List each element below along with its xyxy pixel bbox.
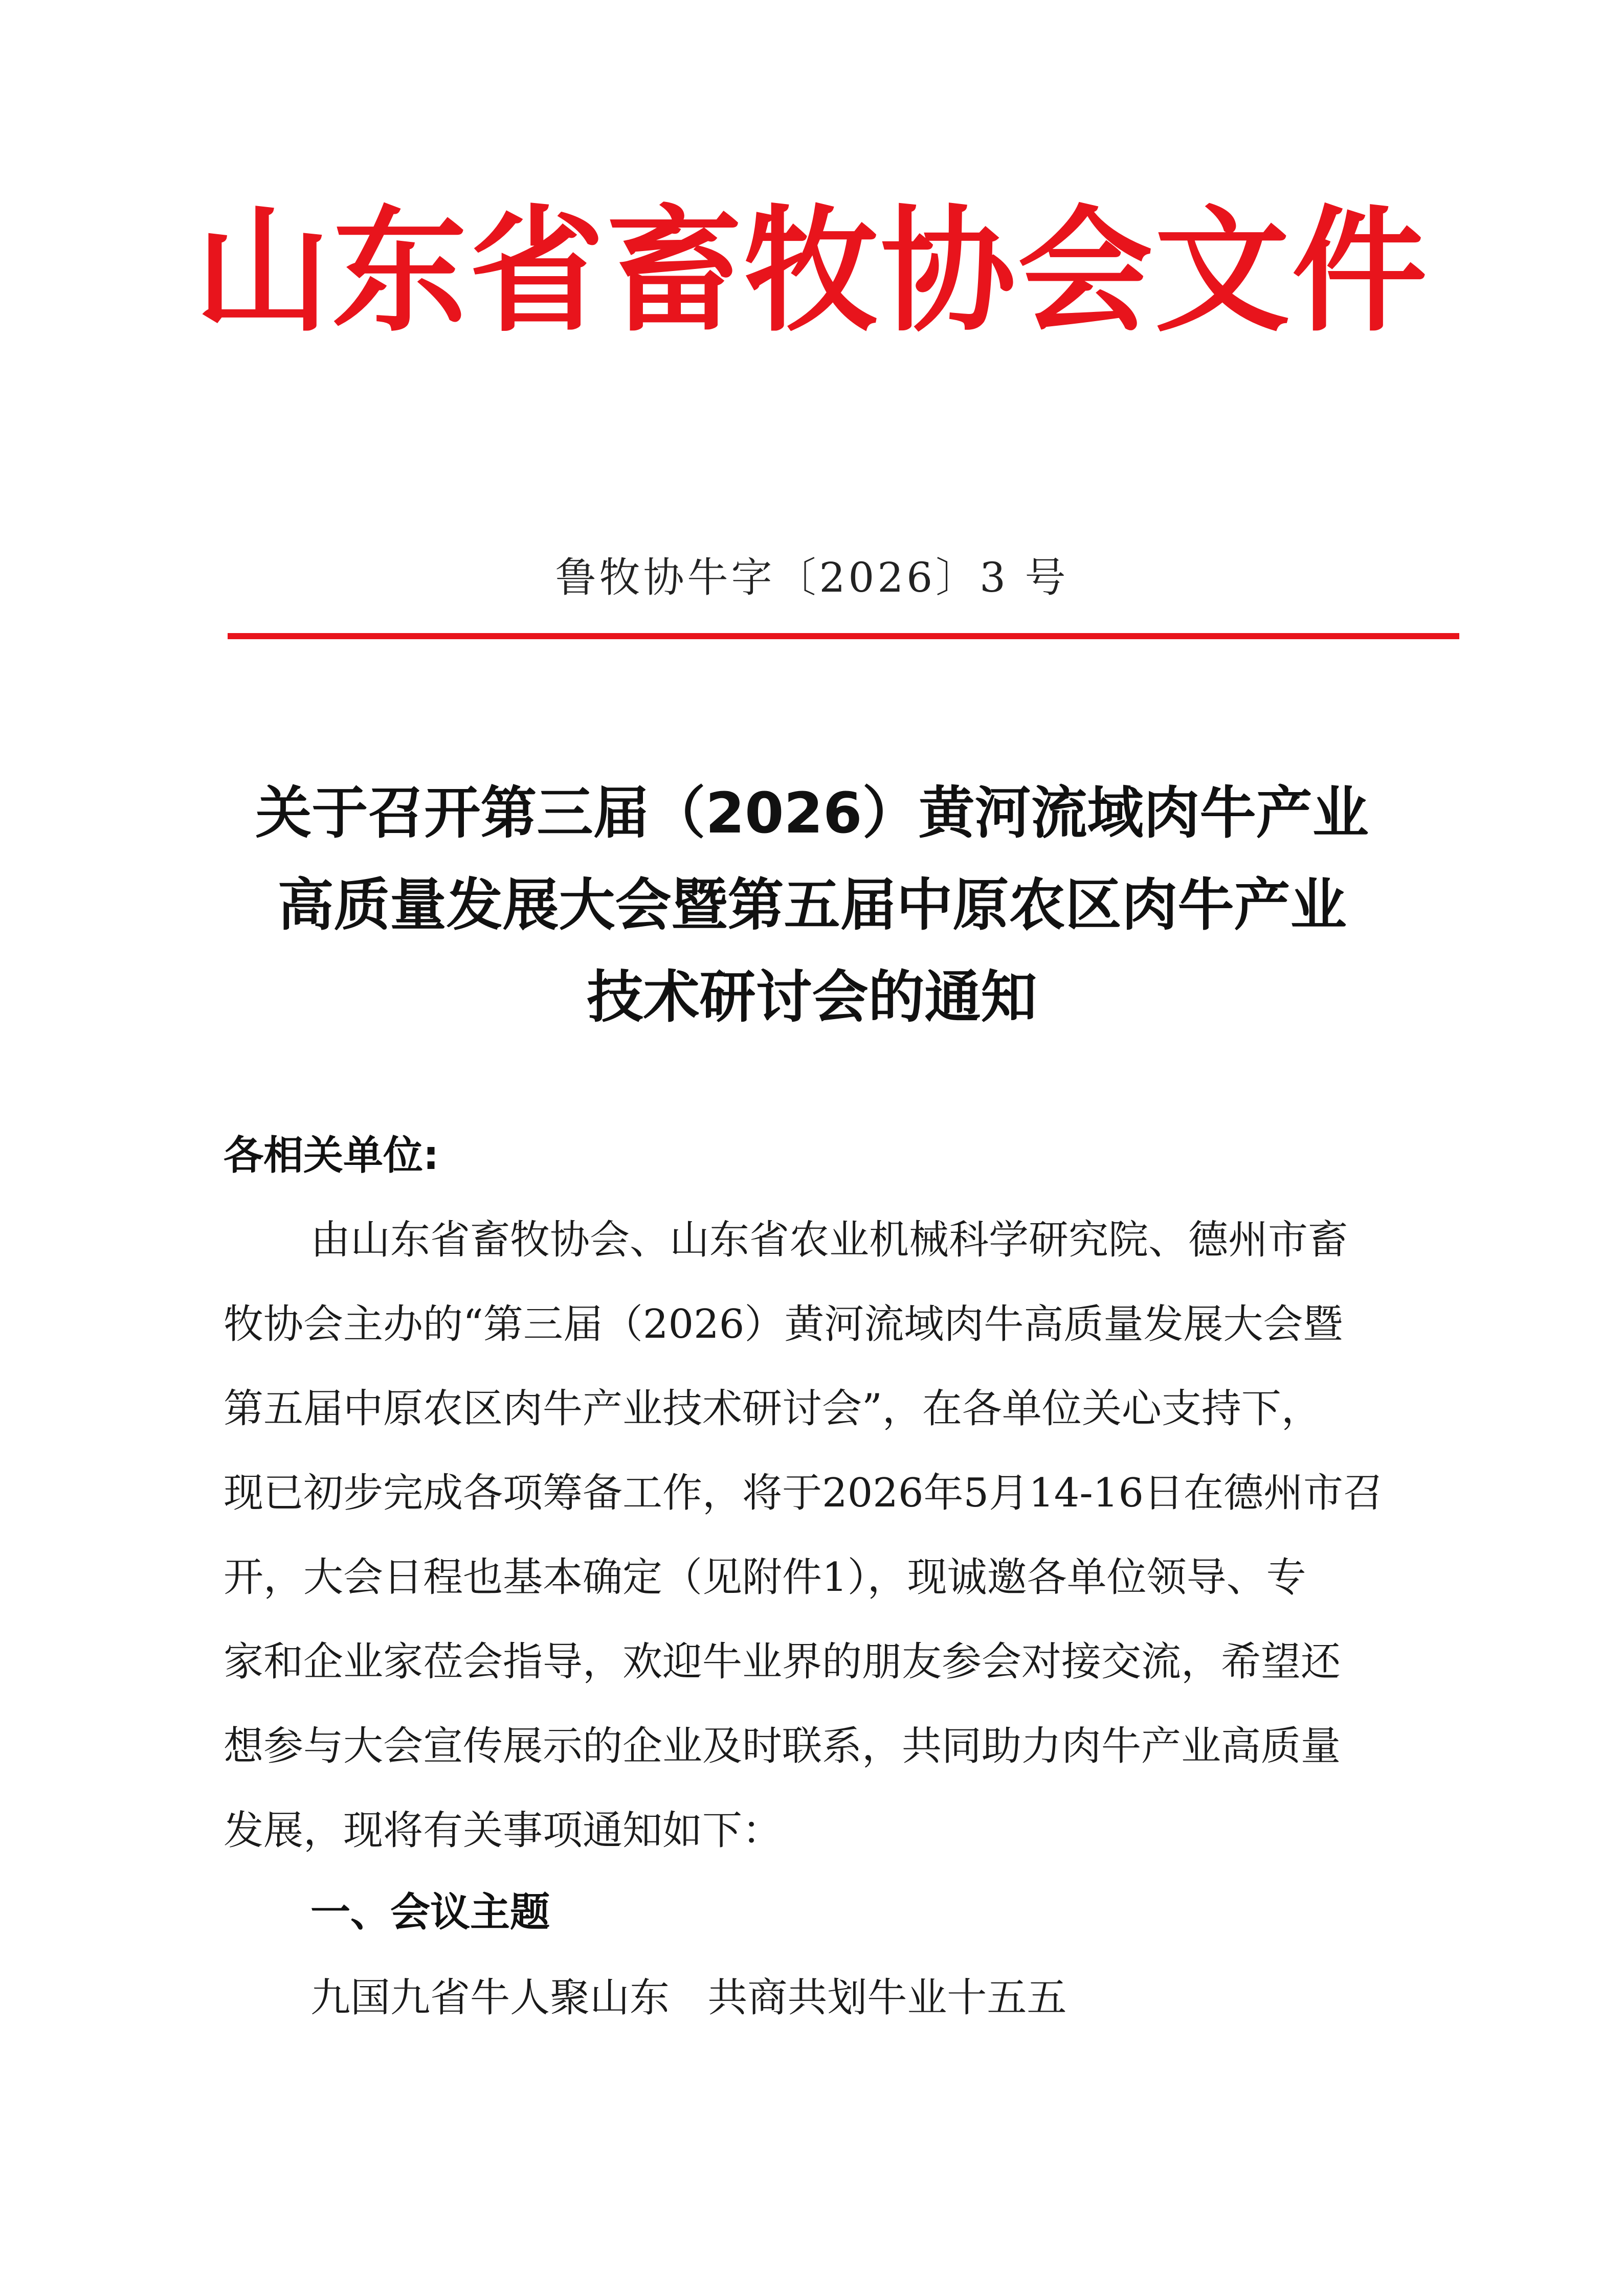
body-line: 由山东省畜牧协会、山东省农业机械科学研究院、德州市畜 xyxy=(310,1217,1348,1263)
body-line: 牧协会主办的“第三届（2026）黄河流域肉牛高质量发展大会暨 xyxy=(224,1301,1343,1347)
notice-title xyxy=(153,767,1471,1043)
body-line: 现已初步完成各项筹备工作，将于2026年5月14-16日在德州市召 xyxy=(224,1470,1383,1516)
body-line: 第五届中原农区肉牛产业技术研讨会”，在各单位关心支持下， xyxy=(224,1386,1321,1432)
body-line: 想参与大会宣传展示的企业及时联系，共同助力肉牛产业高质量 xyxy=(224,1723,1341,1769)
section-heading-meeting-theme: 一、会议主题 xyxy=(310,1889,550,1935)
salutation: 各相关单位: xyxy=(224,1133,439,1179)
title-line-1: 关于召开第三届（2026）黄河流域肉牛产业 xyxy=(255,780,1369,846)
title-line-2: 高质量发展大会暨第五届中原农区肉牛产业 xyxy=(277,872,1347,938)
body-line: 发展，现将有关事项通知如下： xyxy=(224,1808,783,1854)
red-divider-rule xyxy=(228,633,1459,639)
document-number: 鲁牧协牛字〔2026〕3 号 xyxy=(555,554,1069,601)
document-masthead: 山东省畜牧协会文件 xyxy=(195,192,1429,350)
meeting-theme-text: 九国九省牛人聚山东 共商共划牛业十五五 xyxy=(310,1975,1067,2021)
body-line: 家和企业家莅会指导，欢迎牛业界的朋友参会对接交流，希望还 xyxy=(224,1639,1341,1685)
body-line: 开，大会日程也基本确定（见附件1），现诚邀各单位领导、专 xyxy=(224,1555,1306,1601)
title-line-3: 技术研讨会的通知 xyxy=(587,964,1037,1030)
